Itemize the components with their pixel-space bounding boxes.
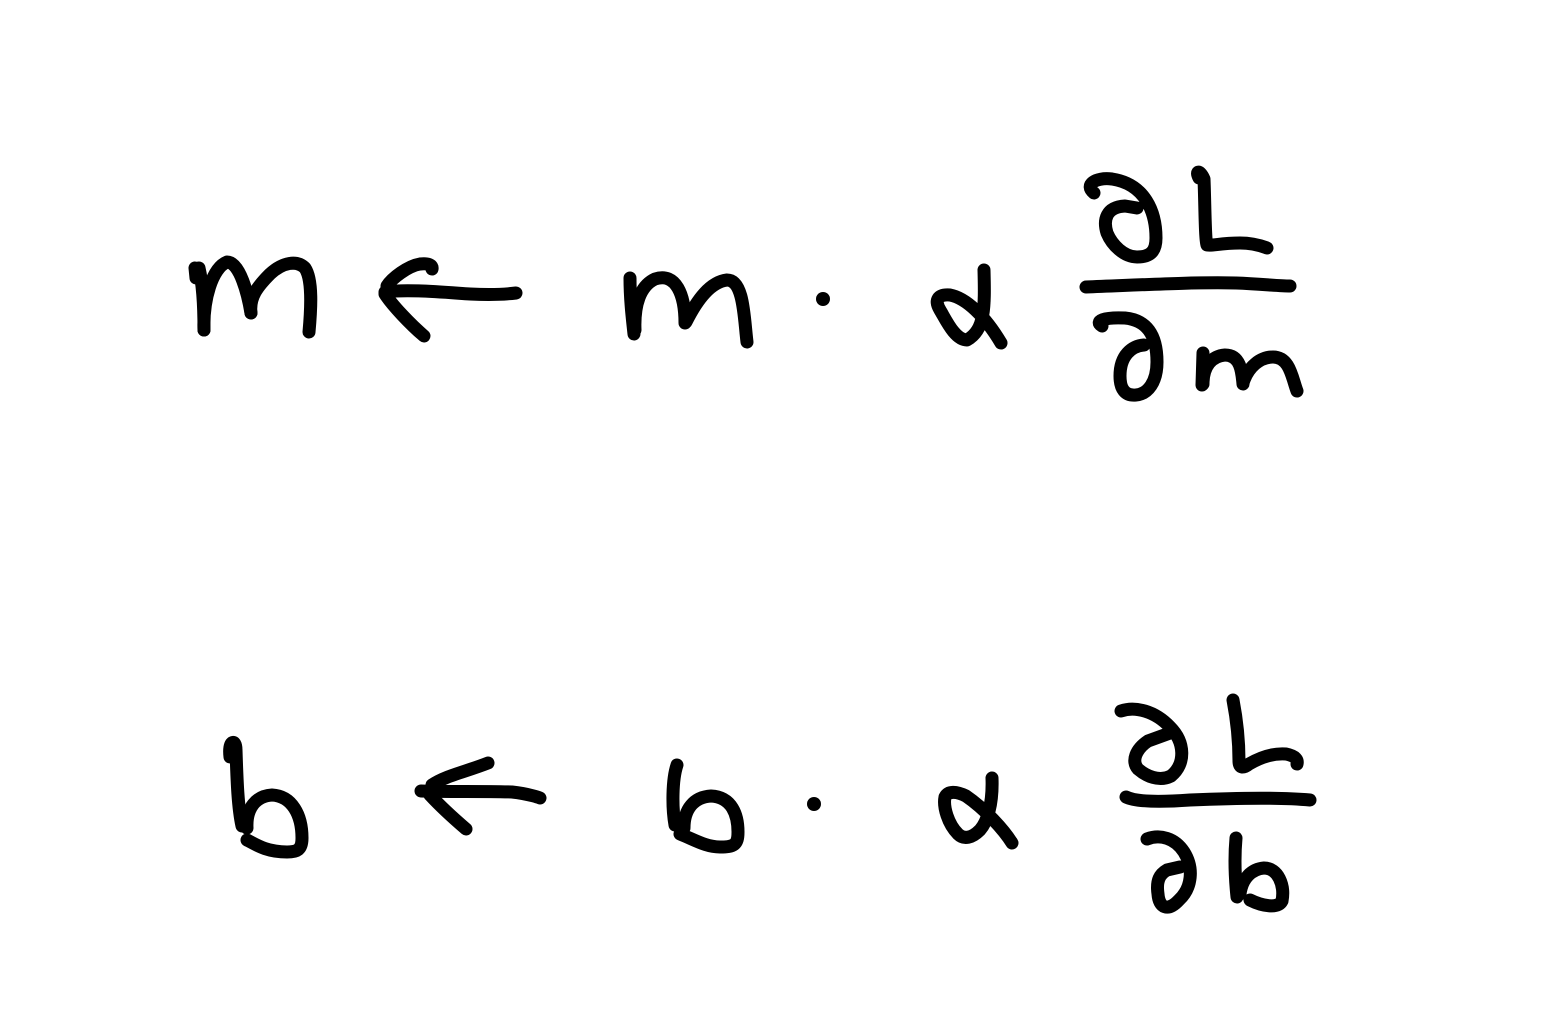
eq1-arrow	[385, 264, 516, 336]
eq2-arrow	[421, 763, 540, 829]
eq1-multiplication-dot	[816, 292, 830, 306]
eq2-lhs-b	[230, 742, 302, 852]
eq2-multiplication-dot	[807, 797, 821, 811]
equation-2	[230, 700, 1310, 907]
eq1-fraction	[1086, 172, 1297, 395]
eq1-alpha	[937, 270, 1001, 343]
eq2-fraction	[1121, 700, 1310, 907]
eq1-lhs-m	[195, 262, 311, 332]
eq2-rhs-b	[673, 765, 738, 847]
equation-1	[195, 172, 1297, 395]
eq2-alpha	[945, 778, 1012, 843]
eq1-rhs-m	[630, 278, 747, 342]
